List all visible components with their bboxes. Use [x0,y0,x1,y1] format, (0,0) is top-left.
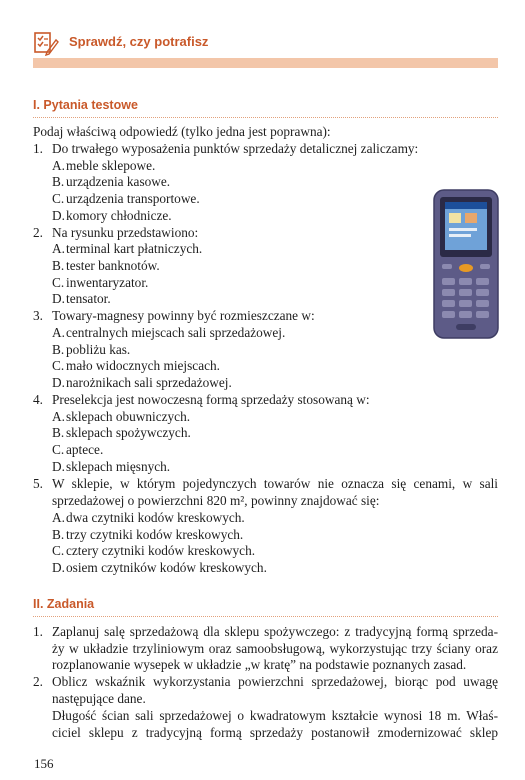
task-1-number: 1. [33,624,43,639]
question-5-text-line-1: W sklepie, w którym pojedynczych towarów nie oznacza się cenami, w sali [52,476,498,491]
task-1-line-3: rozplanowanie wysepek w układzie „w kratę” na podstawie poznanych zasad. [52,657,467,672]
task-1-line-1: Zaplanuj salę sprzedażową dla sklepu spożywczego: z tradycyjną formą sprzeda- [52,624,498,639]
question-5-option-a: A.dwa czytniki kodów kreskowych. [52,510,245,525]
question-3-text: Towary-magnesy powinny być rozmieszczane w: [52,308,315,323]
page-number: 156 [34,756,54,771]
checklist-pencil-icon [33,30,59,56]
question-1-option-b: B. urządzenia kasowe. [52,174,171,189]
section-header [33,30,498,70]
question-4-option-c: C. aptece. [52,442,104,457]
section-1-title: I. Pytania testowe [33,98,138,112]
question-3-option-b: B. pobliżu kas. [52,342,131,357]
question-1-option-c: C. urządzenia transportowe. [52,191,200,206]
question-3-option-d: D.narożnikach sali sprzedażowej. [52,375,232,390]
question-4-text: Preselekcja jest nowoczesną formą sprzedaży stosowaną w: [52,392,370,407]
task-1-line-2: ży w układzie trzyliniowym oraz samoobsługową, wykorzystując trzy ściany oraz [52,641,498,656]
task-2-line-1: Oblicz wskaźnik wykorzystania powierzchni sprzedażowej, biorąc pod uwagę [52,674,498,689]
task-2-line-4: ciciel sklepu z tradycyjną formą sprzedaży postanowił zmodernizować sklep [52,725,498,740]
question-4-number: 4. [33,392,43,407]
header-bar [33,58,498,68]
question-5-option-b: B. trzy czytniki kodów kreskowych. [52,527,244,542]
question-2-number: 2. [33,225,43,240]
intro-text: Podaj właściwą odpowiedź (tylko jedna jest poprawna): [33,124,331,139]
question-2-option-d: D.tensator. [52,291,111,306]
question-5-text-line-2: sprzedażowej o powierzchni 820 m², powinny znajdować się: [52,493,380,508]
task-2-line-3: Długość ścian sali sprzedażowej o kwadratowym kształcie wynosi 18 m. Właś- [52,708,498,723]
handheld-terminal-illustration [430,188,502,340]
question-5-option-d: D.osiem czytników kodów kreskowych. [52,560,267,575]
header-title: Sprawdź, czy potrafisz [69,34,209,49]
question-2-option-a: A.terminal kart płatniczych. [52,241,203,256]
question-2-option-c: C. inwentaryzator. [52,275,149,290]
question-1-option-d: D.komory chłodnicze. [52,208,172,223]
question-5-number: 5. [33,476,43,491]
question-1-text: Do trwałego wyposażenia punktów sprzedaży detalicznej zaliczamy: [52,141,419,156]
section-2-title: II. Zadania [33,597,95,611]
section-2-divider [33,616,498,617]
section-1-divider [33,117,498,118]
task-2-number: 2. [33,674,43,689]
question-1-number: 1. [33,141,43,156]
question-1-option-a: A.meble sklepowe. [52,158,156,173]
question-3-option-c: C. mało widocznych miejscach. [52,358,220,373]
task-2-line-2: następujące dane. [52,691,146,706]
question-2-text: Na rysunku przedstawiono: [52,225,199,240]
question-4-option-a: A.sklepach obuwniczych. [52,409,191,424]
question-3-option-a: A.centralnych miejscach sali sprzedażowej. [52,325,286,340]
question-4-option-b: B. sklepach spożywczych. [52,425,191,440]
question-4-option-d: D.sklepach mięsnych. [52,459,171,474]
question-5-option-c: C. cztery czytniki kodów kreskowych. [52,543,256,558]
question-2-option-b: B. tester banknotów. [52,258,160,273]
question-3-number: 3. [33,308,43,323]
